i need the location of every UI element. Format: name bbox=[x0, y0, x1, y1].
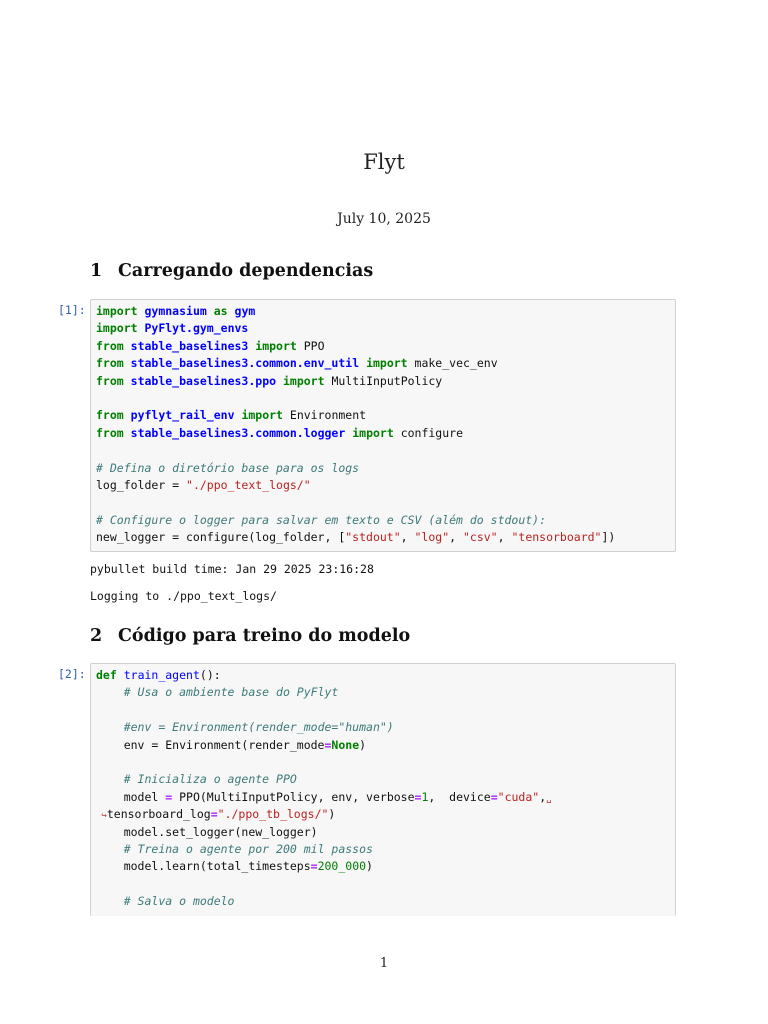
code-token: # Salva o modelo bbox=[123, 894, 235, 909]
code-token bbox=[96, 720, 124, 734]
code-token: "tensorboard" bbox=[511, 530, 602, 545]
code-token: # Inicializa o agente PPO bbox=[123, 772, 297, 787]
code-token: ]) bbox=[601, 530, 616, 545]
code-line bbox=[96, 858, 670, 875]
code-token: import bbox=[352, 425, 394, 440]
code-token: # Treina o agente por 200 mil passos bbox=[123, 841, 373, 856]
code-line bbox=[96, 460, 670, 477]
code-token bbox=[96, 685, 124, 699]
code-line bbox=[96, 442, 670, 459]
code-token: PyFlyt.gym_envs bbox=[144, 321, 249, 336]
code-token bbox=[207, 304, 214, 318]
code-token bbox=[124, 339, 131, 353]
code-token: = bbox=[490, 789, 498, 804]
code-token: # Defina o diretório base para os logs bbox=[96, 460, 360, 475]
code-token: "./ppo_tb_logs/" bbox=[217, 807, 329, 822]
code-token: gym bbox=[234, 304, 256, 318]
code-token: model bbox=[96, 789, 166, 804]
code-line bbox=[96, 477, 670, 494]
code-token bbox=[124, 408, 131, 422]
code-token: from bbox=[96, 425, 124, 440]
section-title: Código para treino do modelo bbox=[118, 626, 411, 646]
code-line bbox=[96, 303, 670, 320]
code-token: ␣ bbox=[546, 793, 552, 804]
code-token: = bbox=[210, 807, 218, 822]
code-token: "stdout" bbox=[345, 530, 401, 545]
code-token: "log" bbox=[414, 530, 450, 545]
code-token: = bbox=[414, 789, 422, 804]
code-token bbox=[96, 842, 124, 856]
code-token: as bbox=[213, 304, 228, 318]
code-line bbox=[96, 529, 670, 546]
code-cell-1[interactable] bbox=[90, 299, 676, 552]
code-line bbox=[96, 789, 670, 806]
code-token bbox=[117, 668, 124, 682]
code-token: = bbox=[165, 789, 173, 804]
code-token: from bbox=[96, 356, 124, 371]
code-token: , bbox=[539, 789, 547, 804]
code-token: import bbox=[96, 321, 138, 336]
section-heading-1 bbox=[90, 261, 373, 281]
cell-output-line: pybullet build time: Jan 29 2025 23:16:28 bbox=[90, 562, 374, 576]
code-token: env = Environment(render_mode bbox=[96, 737, 325, 752]
code-token: model.set_logger(new_logger) bbox=[96, 824, 318, 839]
code-token: import bbox=[282, 373, 325, 388]
code-line bbox=[96, 737, 670, 754]
code-line bbox=[96, 355, 670, 372]
code-line bbox=[96, 390, 670, 407]
code-line bbox=[96, 754, 670, 771]
section-title: Carregando dependencias bbox=[118, 261, 374, 281]
code-line bbox=[96, 494, 670, 511]
code-line bbox=[96, 407, 670, 424]
code-token: 1 bbox=[421, 789, 429, 804]
code-token: #env = Environment(render_mode="human") bbox=[123, 720, 394, 735]
code-line bbox=[96, 876, 670, 893]
code-token bbox=[96, 894, 124, 908]
code-line bbox=[96, 841, 670, 858]
code-line bbox=[96, 702, 670, 719]
code-token: = bbox=[310, 859, 318, 874]
code-token: MultiInputPolicy bbox=[324, 373, 443, 388]
code-token: Environment bbox=[282, 408, 367, 423]
code-token: PPO bbox=[296, 338, 325, 353]
code-token: from bbox=[96, 373, 124, 388]
code-line bbox=[96, 425, 670, 442]
code-line bbox=[96, 893, 670, 910]
code-token: def bbox=[96, 668, 117, 682]
code-line bbox=[96, 320, 670, 337]
cell-prompt-2: [2]: bbox=[58, 667, 86, 681]
code-token: log_folder = bbox=[96, 477, 187, 492]
code-token: model.learn(total_timesteps bbox=[96, 859, 311, 874]
page-number: 1 bbox=[379, 956, 389, 971]
code-token: "cuda" bbox=[497, 789, 540, 804]
code-token: ) bbox=[359, 737, 367, 752]
code-token: , bbox=[497, 530, 512, 545]
code-token: from bbox=[96, 408, 124, 423]
code-token: new_logger = configure(log_folder, [ bbox=[96, 530, 346, 545]
code-token: tensorboard_log bbox=[106, 807, 211, 822]
code-line bbox=[96, 806, 670, 823]
code-token bbox=[124, 374, 131, 388]
code-token: None bbox=[331, 737, 360, 752]
code-token bbox=[228, 304, 235, 318]
code-line bbox=[96, 338, 670, 355]
code-token: gymnasium bbox=[144, 304, 207, 318]
code-token: stable_baselines3.common.env_util bbox=[130, 356, 360, 371]
code-token: stable_baselines3 bbox=[130, 338, 249, 353]
code-token: from bbox=[96, 338, 124, 353]
code-cell-2[interactable] bbox=[90, 663, 676, 916]
code-token: stable_baselines3.common.logger bbox=[130, 425, 346, 440]
cell-output-line: Logging to ./ppo_text_logs/ bbox=[90, 589, 277, 603]
code-token: , device bbox=[428, 789, 491, 804]
code-token: (): bbox=[199, 668, 221, 682]
code-token: , bbox=[449, 530, 463, 545]
code-token bbox=[276, 374, 283, 388]
code-token bbox=[124, 426, 131, 440]
code-line bbox=[96, 824, 670, 841]
code-token: "csv" bbox=[462, 530, 498, 545]
code-token: import bbox=[241, 408, 283, 423]
code-line bbox=[96, 512, 670, 529]
code-token: ↪ bbox=[96, 811, 107, 822]
code-token: # Usa o ambiente base do PyFlyt bbox=[123, 685, 339, 700]
code-line bbox=[96, 719, 670, 736]
code-token: stable_baselines3.ppo bbox=[130, 373, 277, 388]
code-token: import bbox=[96, 304, 138, 318]
code-token: , bbox=[400, 530, 415, 545]
code-token bbox=[124, 356, 131, 370]
code-token: import bbox=[366, 356, 408, 371]
code-token: configure bbox=[393, 425, 464, 440]
document-title: Flyt bbox=[363, 150, 405, 174]
code-token bbox=[96, 772, 124, 786]
code-token: ) bbox=[366, 859, 373, 874]
code-token: train_agent bbox=[123, 668, 200, 682]
code-line bbox=[96, 684, 670, 701]
code-token: ) bbox=[328, 807, 336, 822]
code-token: "./ppo_text_logs/" bbox=[186, 477, 311, 492]
document-date: July 10, 2025 bbox=[337, 211, 431, 227]
code-token: = bbox=[324, 737, 332, 752]
section-heading-2 bbox=[90, 626, 410, 646]
section-number: 2 bbox=[90, 626, 103, 646]
code-token: pyflyt_rail_env bbox=[130, 408, 235, 423]
code-token: PPO(MultiInputPolicy, env, verbose bbox=[172, 789, 415, 804]
code-token: # Configure o logger para salvar em texto e CSV (além do stdout): bbox=[96, 512, 547, 527]
code-line bbox=[96, 667, 670, 684]
cell-prompt-1: [1]: bbox=[58, 303, 86, 317]
code-line bbox=[96, 771, 670, 788]
code-token: 200_000 bbox=[317, 859, 367, 874]
code-line bbox=[96, 373, 670, 390]
code-token: import bbox=[255, 338, 297, 353]
code-token: make_vec_env bbox=[407, 356, 498, 371]
section-number: 1 bbox=[90, 261, 103, 281]
